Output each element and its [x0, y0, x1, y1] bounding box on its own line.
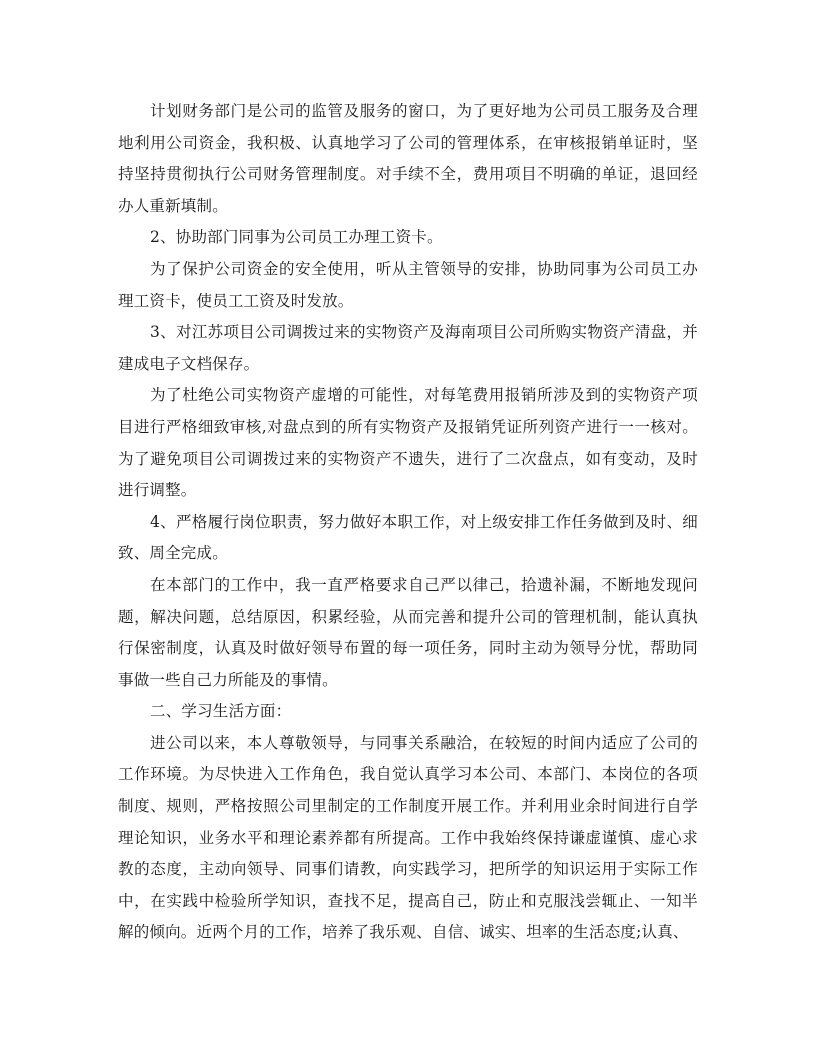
paragraph: 进公司以来，本人尊敬领导，与同事关系融洽，在较短的时间内适应了公司的工作环境。为尽快进入工作角色，我自觉认真学习本公司、本部门、本岗位的各项制度、规则，严格按照公司里制定的工作制度开展工作。并利用业余时间进行自学理论知识，业务水平和理论素养都有所提高。工作中我始终保持谦虚谨慎、虚心求教的态度，主动向领导、同事们请教，向实践学习，把所学的知识运用于实际工作中，在实践中检验所学知识，查找不足，提高自己，防止和克服浅尝辄止、一知半解的倾向。近两个月的工作，培养了我乐观、自信、诚实、坦率的生活态度;认真、: [118, 733, 698, 942]
paragraph: 计划财务部门是公司的监管及服务的窗口，为了更好地为公司员工服务及合理地利用公司资金，我积极、认真地学习了公司的管理体系，在审核报销单证时，坚持坚持贯彻执行公司财务管理制度。对手续不全，费用项目不明确的单证，退回经办人重新填制。: [118, 102, 698, 215]
paragraph: 为了杜绝公司实物资产虚增的可能性，对每笔费用报销所涉及到的实物资产项目进行严格细致审核,对盘点到的所有实物资产及报销凭证所列资产进行一一核对。为了避免项目公司调拨过来的实物资产不遗失，进行了二次盘点，如有变动，及时进行调整。: [118, 386, 698, 500]
document-body: [118, 96, 698, 949]
numbered-item-heading: 4、严格履行岗位职责，努力做好本职工作，对上级安排工作任务做到及时、细致、周全完成。: [118, 512, 698, 563]
numbered-item-heading: 2、协助部门同事为公司员工办理工资卡。: [150, 228, 443, 247]
numbered-item-heading: 3、对江苏项目公司调拨过来的实物资产及海南项目公司所购实物资产清盘，并建成电子文档保存。: [118, 323, 698, 373]
paragraph: 在本部门的工作中，我一直严格要求自己严以律己，拾遗补漏，不断地发现问题，解决问题，总结原因，积累经验，从而完善和提升公司的管理机制，能认真执行保密制度，认真及时做好领导布置的每一项任务，同时主动为领导分忧，帮助同事做一些自己力所能及的事情。: [118, 575, 698, 689]
paragraph: 为了保护公司资金的安全使用，听从主管领导的安排，协助同事为公司员工办理工资卡，使员工工资及时发放。: [118, 259, 698, 310]
section-heading: 二、学习生活方面：: [150, 702, 292, 721]
